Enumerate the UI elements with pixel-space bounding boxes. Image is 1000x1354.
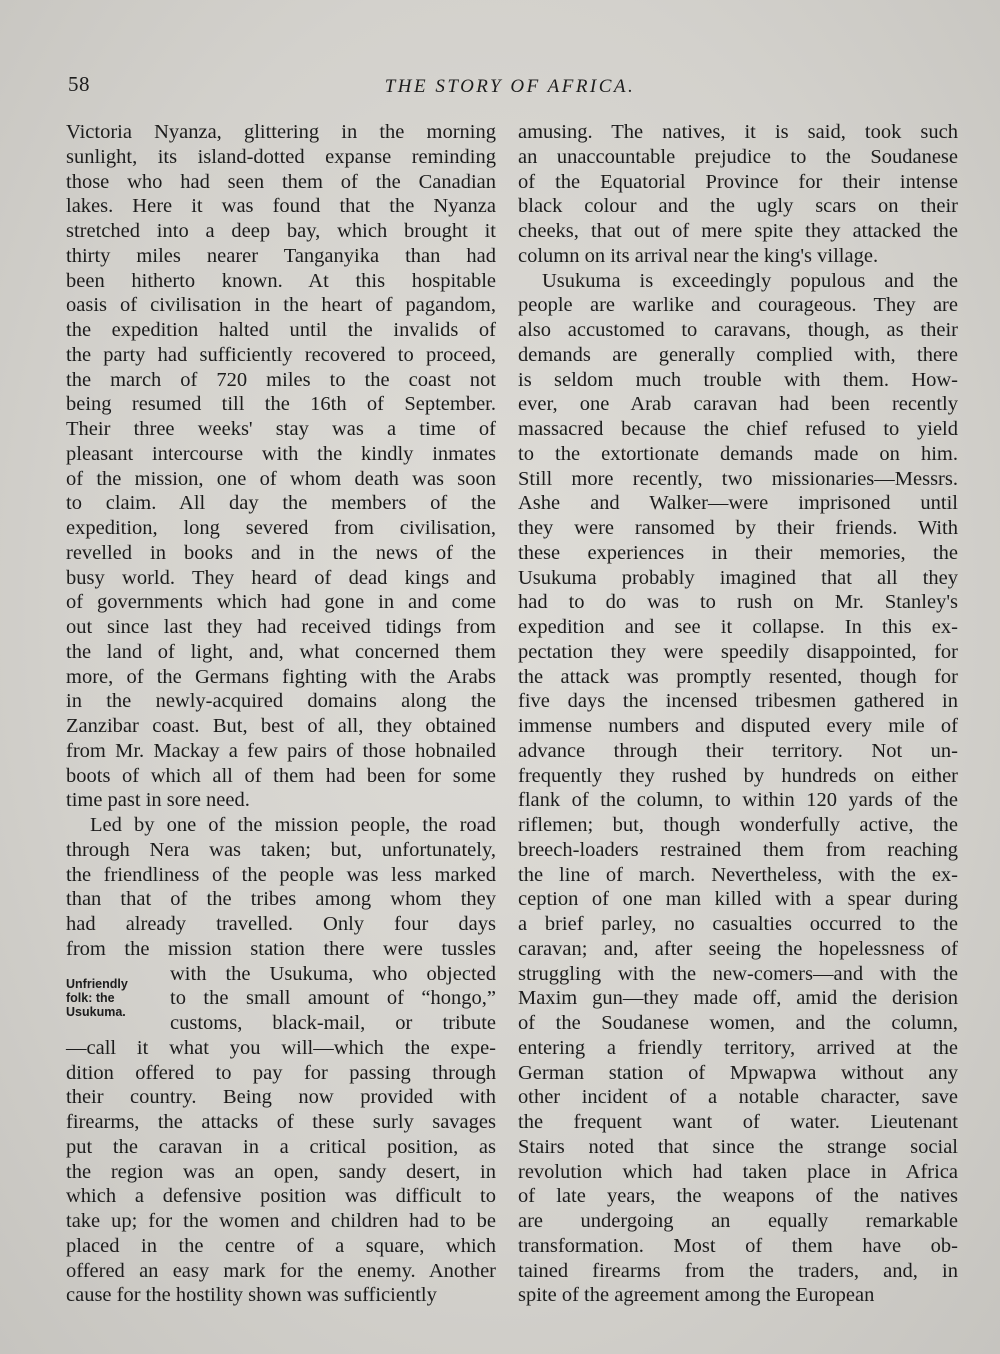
text-line: out since last they had received tidings from xyxy=(66,616,496,638)
text-line: tained firearms from the traders, and, in xyxy=(518,1259,958,1282)
text-line: to claim. All day the members of the xyxy=(66,492,496,515)
text-line: Zanzibar coast. But, best of all, they obtained xyxy=(66,715,496,737)
text-line: the region was an open, sandy desert, in xyxy=(66,1160,496,1183)
text-line: ever, one Arab caravan had been recently xyxy=(518,393,958,416)
text-line: take up; for the women and children had to be xyxy=(66,1210,496,1232)
text-line: than that of the tribes among whom they xyxy=(66,888,496,911)
text-line: placed in the centre of a square, which xyxy=(66,1234,496,1257)
text-line: transformation. Most of them have ob- xyxy=(518,1234,958,1257)
text-line: advance through their territory. Not un- xyxy=(518,739,958,762)
right-column xyxy=(518,120,958,1308)
text-line: boots of which all of them had been for some xyxy=(66,764,496,787)
text-line: immense numbers and disputed every mile of xyxy=(518,715,958,737)
text-line: being resumed till the 16th of September. xyxy=(66,393,496,416)
text-line: these experiences in their memories, the xyxy=(518,541,958,564)
text-line: to the extortionate demands made on him. xyxy=(518,442,958,465)
text-line: ception of one man killed with a spear during xyxy=(518,888,958,911)
text-line: of the Soudanese women, and the column, xyxy=(518,1012,958,1034)
text-line: of governments which had gone in and come xyxy=(66,591,496,614)
text-line: through Nera was taken; but, unfortunately, xyxy=(66,838,496,861)
text-line: caravan; and, after seeing the hopelessness of xyxy=(518,937,958,960)
text-line: sunlight, its island-dotted expanse reminding xyxy=(66,145,496,168)
text-line: the friendliness of the people was less marked xyxy=(66,863,496,886)
text-line: in the newly-acquired domains along the xyxy=(66,690,496,713)
text-line: are undergoing an equally remarkable xyxy=(518,1210,958,1232)
text-line: people are warlike and courageous. They are xyxy=(518,294,958,317)
text-line: of late years, the weapons of the natives xyxy=(518,1185,958,1208)
text-line: demands are generally complied with, there xyxy=(518,343,958,366)
text-line: had to do was to rush on Mr. Stanley's xyxy=(518,591,958,614)
text-line: busy world. They heard of dead kings and xyxy=(66,566,496,589)
text-line: spite of the agreement among the European xyxy=(518,1284,875,1307)
text-line: of the mission, one of whom death was soon xyxy=(66,467,496,490)
text-line: they were ransomed by their friends. With xyxy=(518,517,958,539)
text-line: riflemen; but, though wonderfully active, the xyxy=(518,814,958,836)
text-line: the march of 720 miles to the coast not xyxy=(66,368,496,391)
text-line: stretched into a deep bay, which brought it xyxy=(66,220,496,242)
text-line: pleasant intercourse with the kindly inmates xyxy=(66,442,496,465)
text-line: put the caravan in a critical position, as xyxy=(66,1135,496,1158)
text-line: oasis of civilisation in the heart of pagandom, xyxy=(66,294,496,317)
margin-note-line: folk: the xyxy=(66,991,115,1005)
text-line: pectation they were speedily disappointed, for xyxy=(518,640,958,663)
text-line: the land of light, and, what concerned them xyxy=(66,640,496,663)
text-line: lakes. Here it was found that the Nyanza xyxy=(66,195,496,218)
text-line: column on its arrival near the king's village. xyxy=(518,244,879,267)
text-line: from Mr. Mackay a few pairs of those hobnailed xyxy=(66,739,496,762)
text-line: from the mission station there were tussles xyxy=(66,937,496,960)
text-line: Their three weeks' stay was a time of xyxy=(66,418,496,440)
text-line: offered an easy mark for the enemy. Another xyxy=(66,1259,496,1282)
text-line: firearms, the attacks of these surly savages xyxy=(66,1111,496,1133)
text-line: the expedition halted until the invalids of xyxy=(66,319,496,341)
text-line: of the Equatorial Province for their intense xyxy=(518,170,958,193)
page-number: 58 xyxy=(68,72,90,96)
text-line: expedition, long severed from civilisation, xyxy=(66,517,496,539)
text-line: customs, black-mail, or tribute xyxy=(170,1012,496,1034)
margin-note-line: Usukuma. xyxy=(66,1005,126,1019)
text-line: flank of the column, to within 120 yards of the xyxy=(518,789,958,812)
text-line: black colour and the ugly scars on their xyxy=(518,195,958,218)
text-line: is seldom much trouble with them. How- xyxy=(518,368,958,391)
text-line: Usukuma is exceedingly populous and the xyxy=(542,269,958,292)
text-line: a brief parley, no casualties occurred to the xyxy=(518,913,958,935)
text-line: also accustomed to caravans, though, as their xyxy=(518,319,958,341)
text-line: cheeks, that out of mere spite they attacked the xyxy=(518,220,958,242)
text-line: amusing. The natives, it is said, took such xyxy=(518,121,958,143)
text-line: dition offered to pay for passing through xyxy=(66,1061,496,1084)
text-line: the attack was promptly resented, though for xyxy=(518,665,958,688)
text-line: with the Usukuma, who objected xyxy=(170,962,496,985)
text-line: Ashe and Walker—were imprisoned until xyxy=(518,492,958,515)
text-line: other incident of a notable character, save xyxy=(518,1086,958,1109)
text-line: the line of march. Nevertheless, with the ex- xyxy=(518,863,958,886)
text-line: which a defensive position was difficult to xyxy=(66,1185,496,1208)
text-line: Maxim gun—they made off, amid the derision xyxy=(518,987,958,1010)
margin-note-line: Unfriendly xyxy=(66,977,128,991)
text-line: breech-loaders restrained them from reaching xyxy=(518,838,958,861)
text-line: Usukuma probably imagined that all they xyxy=(518,566,958,589)
text-line: Still more recently, two missionaries—Messrs. xyxy=(518,467,958,490)
text-line: massacred because the chief refused to yield xyxy=(518,418,958,440)
text-line: expedition and see it collapse. In this ex- xyxy=(518,616,958,638)
text-line: time past in sore need. xyxy=(66,789,250,812)
text-line: struggling with the new-comers—and with the xyxy=(518,962,958,985)
text-line: cause for the hostility shown was sufficiently xyxy=(66,1284,437,1307)
text-line: their country. Being now provided with xyxy=(66,1086,496,1109)
margin-note xyxy=(66,977,158,1019)
text-line: to the small amount of “hongo,” xyxy=(170,987,496,1010)
text-line: Led by one of the mission people, the road xyxy=(90,814,496,836)
text-line: thirty miles nearer Tanganyika than had xyxy=(66,244,496,267)
text-line: more, of the Germans fighting with the Arabs xyxy=(66,665,496,688)
text-line: the frequent want of water. Lieutenant xyxy=(518,1111,958,1133)
text-line: German station of Mpwapwa without any xyxy=(518,1061,958,1084)
running-title: THE STORY OF AFRICA. xyxy=(384,76,636,97)
text-line: five days the incensed tribesmen gathered in xyxy=(518,690,958,713)
left-column xyxy=(66,120,496,1308)
text-line: had already travelled. Only four days xyxy=(66,913,496,935)
text-line: frequently they rushed by hundreds on either xyxy=(518,764,958,787)
text-line: those who had seen them of the Canadian xyxy=(66,170,496,193)
text-line: Victoria Nyanza, glittering in the morning xyxy=(66,121,496,143)
text-line: entering a friendly territory, arrived at the xyxy=(518,1036,958,1059)
text-line: revolution which had taken place in Africa xyxy=(518,1160,958,1183)
text-line: been hitherto known. At this hospitable xyxy=(66,269,496,292)
text-line: Stairs noted that since the strange social xyxy=(518,1135,958,1158)
text-line: the party had sufficiently recovered to proceed, xyxy=(66,343,496,366)
text-line: an unaccountable prejudice to the Soudanese xyxy=(518,145,958,168)
text-line: revelled in books and in the news of the xyxy=(66,541,496,564)
text-line: —call it what you will—which the expe- xyxy=(66,1036,496,1059)
